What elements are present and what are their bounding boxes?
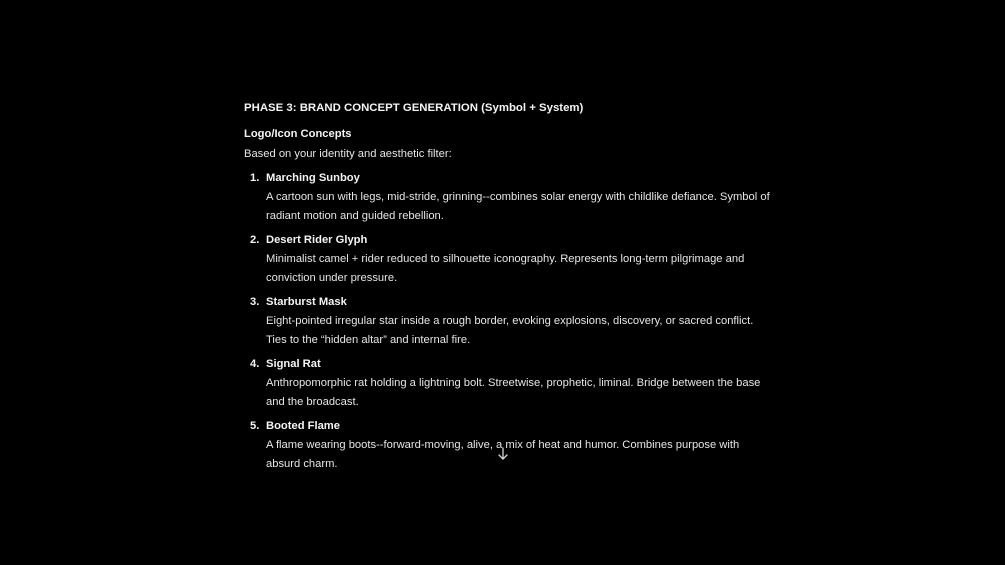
item-title: Signal Rat	[266, 358, 321, 370]
item-title: Starburst Mask	[266, 296, 347, 308]
list-item	[244, 169, 774, 226]
intro-text: Based on your identity and aesthetic filter:	[244, 148, 452, 160]
list-item	[244, 355, 774, 412]
section-title: Logo/Icon Concepts	[244, 128, 352, 140]
item-description: A flame wearing boots--forward-moving, alive, a mix of heat and humor. Combines purpose with absurd charm.	[266, 439, 740, 470]
item-number: 3.	[250, 296, 260, 308]
list-item	[244, 293, 774, 350]
item-title: Desert Rider Glyph	[266, 234, 368, 246]
item-number: 5.	[250, 420, 260, 432]
item-title: Booted Flame	[266, 420, 340, 432]
item-number: 4.	[250, 358, 260, 370]
concept-list	[244, 169, 774, 474]
scroll-down-button[interactable]	[496, 446, 510, 462]
list-item	[244, 231, 774, 288]
item-number: 2.	[250, 234, 260, 246]
arrow-down-icon	[496, 446, 510, 462]
page-title: PHASE 3: BRAND CONCEPT GENERATION (Symbol + System)	[244, 102, 584, 114]
item-description: Anthropomorphic rat holding a lightning bolt. Streetwise, prophetic, liminal. Bridge between the base and the broadcast.	[266, 377, 761, 408]
item-title: Marching Sunboy	[266, 172, 360, 184]
item-description: A cartoon sun with legs, mid-stride, grinning--combines solar energy with childlike defiance. Symbol of radiant motion and guided rebellion.	[266, 191, 770, 222]
response-content	[244, 98, 774, 479]
item-number: 1.	[250, 172, 260, 184]
item-description: Eight-pointed irregular star inside a rough border, evoking explosions, discovery, or sacred conflict. Ties to the “hidden altar” and internal fire.	[266, 315, 754, 346]
item-description: Minimalist camel + rider reduced to silhouette iconography. Represents long-term pilgrimage and conviction under pressure.	[266, 253, 745, 284]
